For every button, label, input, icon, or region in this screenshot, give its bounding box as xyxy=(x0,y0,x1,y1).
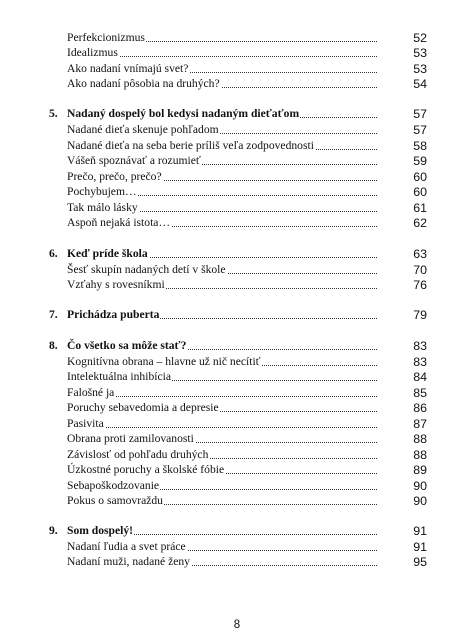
toc-entry-row xyxy=(0,200,474,216)
page-ref: 83 xyxy=(413,339,427,353)
page-ref: 83 xyxy=(413,355,427,369)
chapter-number: 6. xyxy=(49,247,58,260)
section-title: Tak málo lásky xyxy=(67,201,138,214)
page-ref: 57 xyxy=(413,107,427,121)
section-title: Aspoň nejaká istota… xyxy=(67,216,171,229)
page-ref: 84 xyxy=(413,370,427,384)
toc-chapter-row xyxy=(0,523,474,539)
chapter-title: Prichádza puberta xyxy=(67,308,160,321)
page-ref: 87 xyxy=(413,417,427,431)
toc-entry-row xyxy=(0,554,474,570)
toc-entry-row xyxy=(0,138,474,154)
chapter-number: 5. xyxy=(49,107,58,120)
toc-entry-row xyxy=(0,169,474,185)
page-ref: 90 xyxy=(413,479,427,493)
page-ref: 52 xyxy=(413,31,427,45)
chapter-title: Nadaný dospelý bol kedysi nadaným dieťaťom xyxy=(67,107,300,120)
section-title: Vášeň spoznávať a rozumieť xyxy=(67,154,201,167)
page-ref: 89 xyxy=(413,463,427,477)
page-ref: 95 xyxy=(413,555,427,569)
page-ref: 88 xyxy=(413,432,427,446)
toc-chapter-row xyxy=(0,246,474,262)
section-title: Obrana proti zamilovanosti xyxy=(67,432,194,445)
section-title: Intelektuálna inhibícia xyxy=(67,370,171,383)
page-ref: 53 xyxy=(413,62,427,76)
toc-entry-row xyxy=(0,45,474,61)
page-ref: 57 xyxy=(413,123,427,137)
section-title: Prečo, prečo, prečo? xyxy=(67,170,162,183)
chapter-number: 7. xyxy=(49,308,58,321)
page-ref: 90 xyxy=(413,494,427,508)
page-ref: 91 xyxy=(413,540,427,554)
section-title: Vzťahy s rovesníkmi xyxy=(67,278,165,291)
toc-entry-row xyxy=(0,400,474,416)
page-ref: 61 xyxy=(413,201,427,215)
toc-entry-row xyxy=(0,277,474,293)
section-title: Sebapoškodzovanie xyxy=(67,479,160,492)
page-ref: 53 xyxy=(413,46,427,60)
toc-entry-row xyxy=(0,462,474,478)
section-title: Poruchy sebavedomia a depresie xyxy=(67,401,219,414)
page-ref: 62 xyxy=(413,216,427,230)
toc-entry-row xyxy=(0,76,474,92)
section-title: Šesť skupín nadaných detí v škole xyxy=(67,263,226,276)
page-ref: 86 xyxy=(413,401,427,415)
chapter-number: 9. xyxy=(49,524,58,537)
chapter-title: Som dospelý! xyxy=(67,524,134,537)
toc-entry-row xyxy=(0,262,474,278)
page-ref: 58 xyxy=(413,139,427,153)
section-title: Idealizmus xyxy=(67,46,118,59)
toc-entry-row xyxy=(0,184,474,200)
page-ref: 60 xyxy=(413,170,427,184)
chapter-title: Čo všetko sa môže stať? xyxy=(67,339,187,352)
section-title: Perfekcionizmus xyxy=(67,31,145,44)
toc-entry-row xyxy=(0,416,474,432)
section-title: Falošné ja xyxy=(67,386,115,399)
section-title: Pasivita xyxy=(67,417,104,430)
section-title: Pochybujem… xyxy=(67,185,137,198)
page-ref: 79 xyxy=(413,308,427,322)
page-ref: 70 xyxy=(413,263,427,277)
toc-entry-row xyxy=(0,369,474,385)
page-ref: 91 xyxy=(413,524,427,538)
page-ref: 76 xyxy=(413,278,427,292)
page-ref: 85 xyxy=(413,386,427,400)
section-title: Ako nadaní vnímajú svet? xyxy=(67,62,189,75)
page-ref: 63 xyxy=(413,247,427,261)
toc-entry-row xyxy=(0,539,474,555)
toc-entry-row xyxy=(0,215,474,231)
section-title: Kognitívna obrana – hlavne už nič necítiť xyxy=(67,355,261,368)
toc-entry-row xyxy=(0,385,474,401)
toc-entry-row xyxy=(0,122,474,138)
page-ref: 54 xyxy=(413,77,427,91)
page-ref: 88 xyxy=(413,448,427,462)
section-title: Závislosť od pohľadu druhých xyxy=(67,448,209,461)
toc-entry-row xyxy=(0,153,474,169)
page-ref: 59 xyxy=(413,154,427,168)
toc-entry-row xyxy=(0,431,474,447)
section-title: Nadaní muži, nadané ženy xyxy=(67,555,190,568)
chapter-number: 8. xyxy=(49,339,58,352)
chapter-title: Keď príde škola xyxy=(67,247,148,260)
toc-entry-row xyxy=(0,493,474,509)
section-title: Nadané dieťa skenuje pohľadom xyxy=(67,123,219,136)
toc-entry-row xyxy=(0,30,474,46)
toc-chapter-row xyxy=(0,307,474,323)
page-number: 8 xyxy=(233,619,241,631)
toc-entry-row xyxy=(0,478,474,494)
section-title: Nadané dieťa na seba berie príliš veľa zodpovednosti xyxy=(67,139,314,152)
page-ref: 60 xyxy=(413,185,427,199)
section-title: Nadaní ľudia a svet práce xyxy=(67,540,186,553)
section-title: Úzkostné poruchy a školské fóbie xyxy=(67,463,225,476)
dot-leader xyxy=(68,427,377,428)
toc-chapter-row xyxy=(0,106,474,122)
toc-entry-row xyxy=(0,61,474,77)
toc-entry-row xyxy=(0,447,474,463)
section-title: Pokus o samovraždu xyxy=(67,494,163,507)
toc-chapter-row xyxy=(0,338,474,354)
section-title: Ako nadaní pôsobia na druhých? xyxy=(67,77,220,90)
toc-entry-row xyxy=(0,354,474,370)
